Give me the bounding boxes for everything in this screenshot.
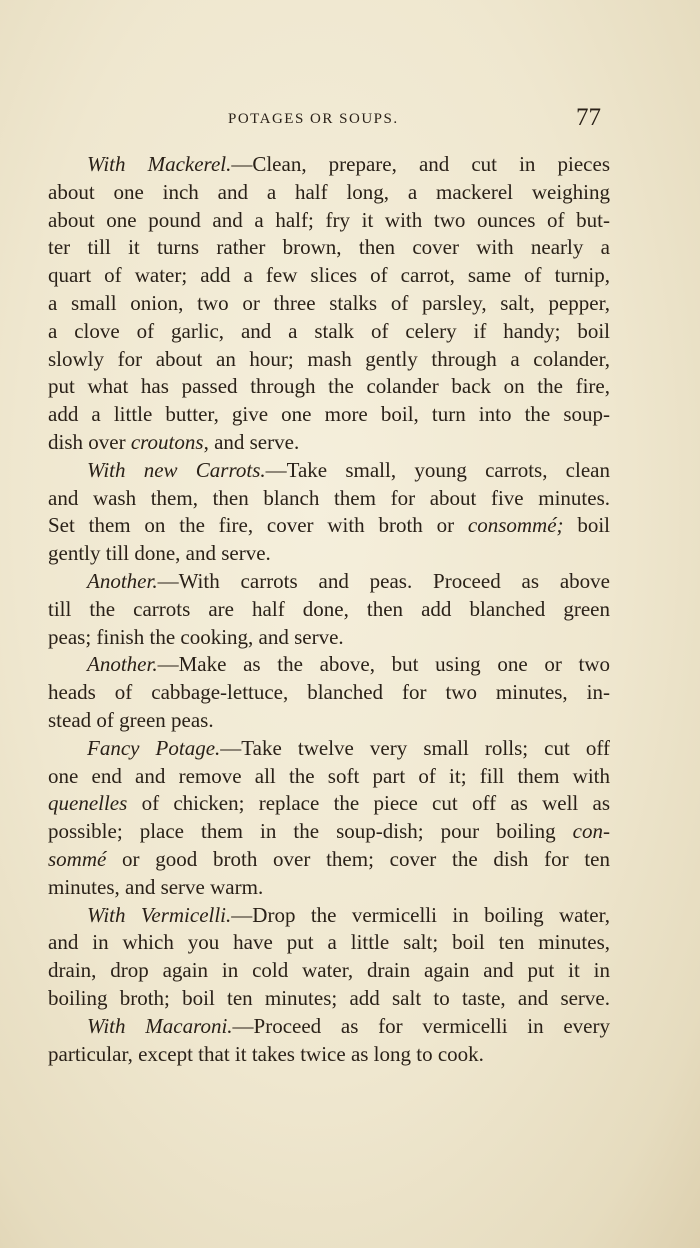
running-head (0, 104, 700, 134)
text-line (87, 901, 610, 929)
line-text: —Drop the vermicelli in boiling water, (231, 903, 610, 927)
text-line (48, 317, 610, 345)
line-text: gently till done, and serve. (48, 541, 271, 565)
text-line (87, 567, 610, 595)
italic-term: consommé; (467, 513, 564, 537)
line-text: —Clean, prepare, and cut in pieces (231, 152, 610, 176)
recipe-heading: With Mackerel. (87, 152, 232, 176)
line-text: or good broth over them; cover the dish for ten (106, 847, 610, 871)
text-line (48, 928, 610, 956)
recipe-heading: Another. (87, 569, 158, 593)
recipe-heading: With Macaroni. (87, 1014, 233, 1038)
line-text: —With carrots and peas. Proceed as above (157, 569, 610, 593)
line-text: quart of water; add a few slices of carrot, same of turnip, (48, 263, 610, 287)
text-line (48, 762, 610, 790)
line-text: boiling broth; boil ten minutes; add salt to taste, and serve. (48, 986, 610, 1010)
line-text: drain, drop again in cold water, drain again and put it in (48, 958, 610, 982)
text-line (48, 400, 610, 428)
text-line (48, 372, 610, 400)
line-text: heads of cabbage-lettuce, blanched for two minutes, in- (48, 680, 610, 704)
italic-term: con- (572, 819, 610, 843)
text-line (87, 650, 610, 678)
recipe-heading: With new Carrots. (87, 458, 266, 482)
line-text: ter till it turns rather brown, then cover with nearly a (48, 235, 610, 259)
line-text: dish over (48, 430, 131, 454)
text-line (48, 178, 610, 206)
text-line (48, 511, 610, 539)
text-line (48, 873, 610, 901)
italic-term: quenelles (48, 791, 128, 815)
text-line (87, 456, 610, 484)
italic-term: croutons (130, 430, 204, 454)
line-text: a clove of garlic, and a stalk of celery if handy; boil (48, 319, 610, 343)
line-text: about one pound and a half; fry it with two ounces of but- (48, 208, 610, 232)
line-text: of chicken; replace the piece cut off as well as (127, 791, 610, 815)
text-line (48, 595, 610, 623)
text-line (48, 428, 610, 456)
text-line (48, 539, 610, 567)
line-text: till the carrots are half done, then add blanched green (48, 597, 610, 621)
page-number: 77 (576, 104, 601, 131)
text-line (48, 261, 610, 289)
text-line (48, 623, 610, 651)
line-text: and in which you have put a little salt; boil ten minutes, (48, 930, 610, 954)
recipe-heading: Another. (87, 652, 158, 676)
line-text: —Proceed as for vermicelli in every (232, 1014, 610, 1038)
line-text: minutes, and serve warm. (48, 875, 264, 899)
line-text: a small onion, two or three stalks of parsley, salt, pepper, (48, 291, 610, 315)
text-line (87, 1012, 610, 1040)
line-text: , and serve. (203, 430, 300, 454)
line-text: —Take twelve very small rolls; cut off (220, 736, 610, 760)
text-line (87, 150, 610, 178)
text-line (87, 734, 610, 762)
line-text: put what has passed through the colander back on the fire, (48, 374, 610, 398)
line-text: add a little butter, give one more boil, turn into the soup- (48, 402, 610, 426)
text-line (48, 289, 610, 317)
line-text: one end and remove all the soft part of it; fill them with (48, 764, 610, 788)
text-line (48, 984, 610, 1012)
recipe-heading: With Vermicelli. (87, 903, 232, 927)
italic-term: sommé (48, 847, 107, 871)
line-text: peas; finish the cooking, and serve. (48, 625, 344, 649)
text-line (48, 1040, 610, 1068)
line-text: about one inch and a half long, a mackerel weighing (48, 180, 610, 204)
line-text: —Take small, young carrots, clean (265, 458, 610, 482)
text-line (48, 845, 610, 873)
text-line (48, 706, 610, 734)
line-text: stead of green peas. (48, 708, 214, 732)
line-text: possible; place them in the soup-dish; pour boiling (48, 819, 573, 843)
running-title: POTAGES OR SOUPS. (228, 111, 399, 127)
text-line (48, 206, 610, 234)
text-line (48, 817, 610, 845)
recipe-heading: Fancy Potage. (87, 736, 221, 760)
line-text: boil (563, 513, 611, 537)
text-line (48, 484, 610, 512)
text-line (48, 789, 610, 817)
line-text: and wash them, then blanch them for about five minutes. (48, 486, 610, 510)
line-text: slowly for about an hour; mash gently through a colander, (48, 347, 610, 371)
text-line (48, 956, 610, 984)
line-text: —Make as the above, but using one or two (157, 652, 610, 676)
line-text: Set them on the fire, cover with broth or (48, 513, 468, 537)
text-line (48, 345, 610, 373)
line-text: particular, except that it takes twice as long to cook. (48, 1042, 484, 1066)
text-line (48, 233, 610, 261)
text-line (48, 678, 610, 706)
